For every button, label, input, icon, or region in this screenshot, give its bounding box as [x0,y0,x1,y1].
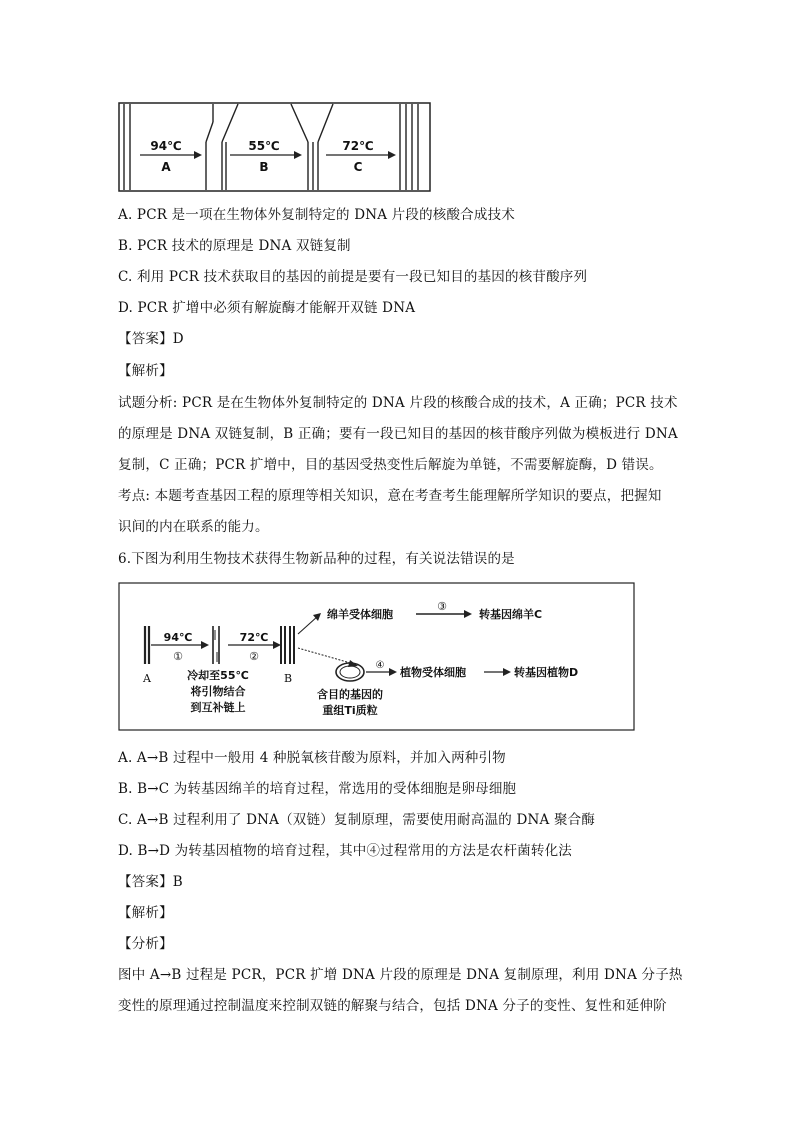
plant-recipient-cell: 植物受体细胞 [400,666,466,679]
biotech-process-figure [118,582,636,732]
q6-analysis-subheading: 【分析】 [118,936,173,952]
q5-option-b: B. PCR 技术的原理是 DNA 双链复制 [118,238,351,254]
cool-text: 冷却至55℃ [187,669,249,682]
step-a-temp: 94℃ [150,139,182,153]
q6-stem: 6.下图为利用生物技术获得生物新品种的过程，有关说法错误的是 [118,551,515,567]
step-3-marker: ③ [437,600,447,613]
q5-answer: 【答案】D [118,331,184,347]
label-a: A [143,672,151,685]
label-b: B [283,672,293,685]
pcr-cycle-figure [118,102,432,194]
q5-option-c: C. 利用 PCR 技术获取目的基因的前提是要有一段已知目的基因的核苷酸序列 [118,269,588,285]
step-c-label: C [353,160,363,174]
q6-analysis-line: 图中 A→B 过程是 PCR，PCR 扩增 DNA 片段的原理是 DNA 复制原理，利用 DNA 分子热 [118,967,683,983]
plasmid-label: 含目的基因的 [317,688,383,701]
cool-text: 将引物结合 [190,685,246,698]
q6-analysis-heading: 【解析】 [118,905,173,921]
q5-option-d: D. PCR 扩增中必须有解旋酶才能解开双链 DNA [118,300,416,316]
cool-text: 到互补链上 [190,701,246,714]
q5-analysis-line: 复制，C 正确；PCR 扩增中，目的基因受热变性后解旋为单链，不需要解旋酶，D 错误。 [118,457,663,473]
q6-analysis-line: 变性的原理通过控制温度来控制双链的解聚与结合，包括 DNA 分子的变性、复性和延伸阶 [118,998,667,1014]
step-4-marker: ④ [375,660,385,671]
q5-analysis-line: 考点: 本题考查基因工程的原理等相关知识，意在考查考生能理解所学知识的要点，把握知 [118,488,662,504]
q6-option-a: A. A→B 过程中一般用 4 种脱氧核苷酸为原料，并加入两种引物 [118,750,506,766]
q6-answer: 【答案】B [118,874,183,890]
step-b-label: B [259,160,269,174]
q5-analysis-line: 试题分析: PCR 是在生物体外复制特定的 DNA 片段的核酸合成的技术，A 正确；PCR 技术 [118,395,678,411]
q5-analysis-heading: 【解析】 [118,363,173,379]
transgenic-plant: 转基因植物D [514,666,579,679]
step-c-temp: 72℃ [342,139,374,153]
plasmid-label: 重组Ti质粒 [322,704,378,717]
q5-analysis-line: 识间的内在联系的能力。 [118,519,269,535]
step-2-marker: ② [249,650,259,663]
q6-option-d: D. B→D 为转基因植物的培育过程，其中④过程常用的方法是农杆菌转化法 [118,843,572,859]
q6-option-b: B. B→C 为转基因绵羊的培育过程，常选用的受体细胞是卵母细胞 [118,781,517,797]
sheep-recipient-cell: 绵羊受体细胞 [327,608,393,621]
q6-option-c: C. A→B 过程利用了 DNA（双链）复制原理，需要使用耐高温的 DNA 聚合酶 [118,812,596,828]
transgenic-sheep: 转基因绵羊C [479,608,543,621]
step-b-temp: 55℃ [248,139,280,153]
q5-analysis-line: 的原理是 DNA 双链复制，B 正确；要有一段已知目的基因的核苷酸序列做为模板进行 DNA [118,426,678,442]
q5-option-a: A. PCR 是一项在生物体外复制特定的 DNA 片段的核酸合成技术 [118,207,515,223]
step-1-marker: ① [173,650,183,663]
temp-72: 72℃ [239,631,269,644]
step-a-label: A [161,160,171,174]
temp-94: 94℃ [163,631,193,644]
